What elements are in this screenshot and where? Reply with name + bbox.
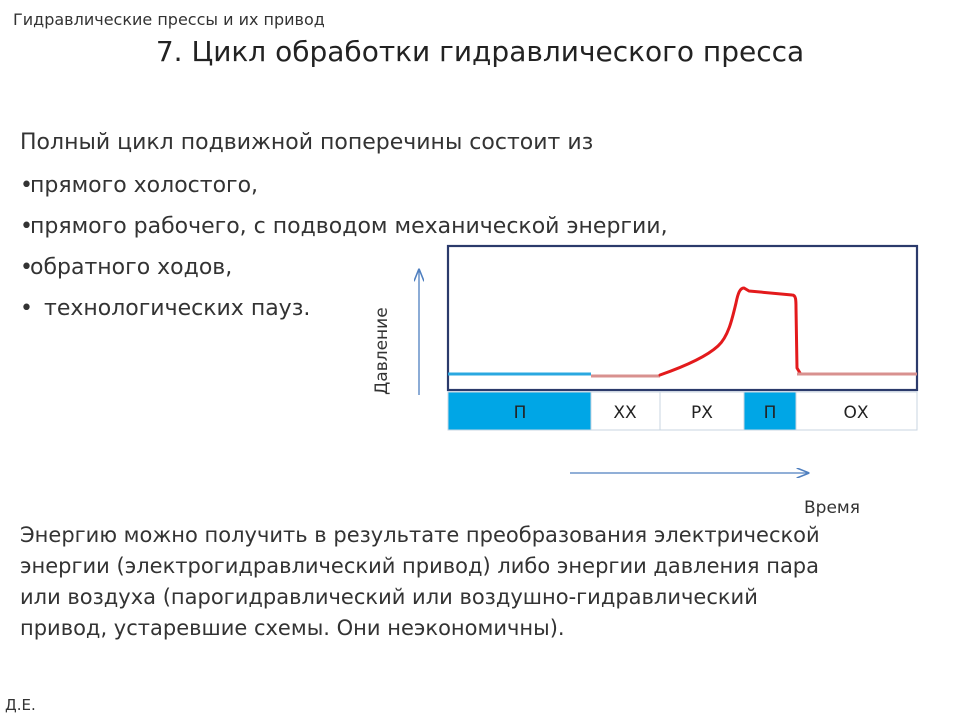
bullet-item: [20, 170, 668, 211]
bullet-dot-icon: •: [20, 214, 33, 239]
bullet-text: прямого холостого,: [30, 173, 259, 198]
bullet-dot-icon: •: [20, 255, 33, 280]
footer-initials: Д.Е.: [5, 696, 36, 714]
segment-bar: [448, 392, 917, 430]
bullet-text: прямого рабочего, с подводом механической энергии,: [30, 214, 668, 239]
intro-text: Полный цикл подвижной поперечины состоит из: [20, 130, 594, 155]
time-axis-label: Время: [804, 498, 860, 518]
chart-frame: [448, 246, 917, 390]
bullet-dot-icon: •: [20, 296, 33, 321]
segment-label: РХ: [691, 403, 713, 423]
bullet-text: обратного ходов,: [30, 255, 233, 280]
segment-label: ХХ: [613, 403, 637, 423]
header-subtitle: Гидравлические прессы и их привод: [13, 10, 325, 29]
bullet-text: технологических пауз.: [44, 296, 311, 321]
energy-paragraph: Энергию можно получить в результате преобразования электрической энергии (электрогидравлический привод) либо энергии давления пара или воздуха (парогидравлический или воздушно-гидравлический привод, устаревшие схемы. Они неэкономичны).: [20, 523, 820, 640]
pressure-axis-label: Давление: [372, 307, 392, 395]
segment-label: ОХ: [843, 403, 869, 423]
working-pressure-curve: [660, 288, 800, 375]
segment-label: П: [763, 403, 777, 423]
bullet-dot-icon: •: [20, 173, 33, 198]
segment-label: П: [513, 403, 527, 423]
press-cycle-diagram: [360, 240, 930, 490]
slide-title: 7. Цикл обработки гидравлического пресса: [155, 35, 805, 68]
